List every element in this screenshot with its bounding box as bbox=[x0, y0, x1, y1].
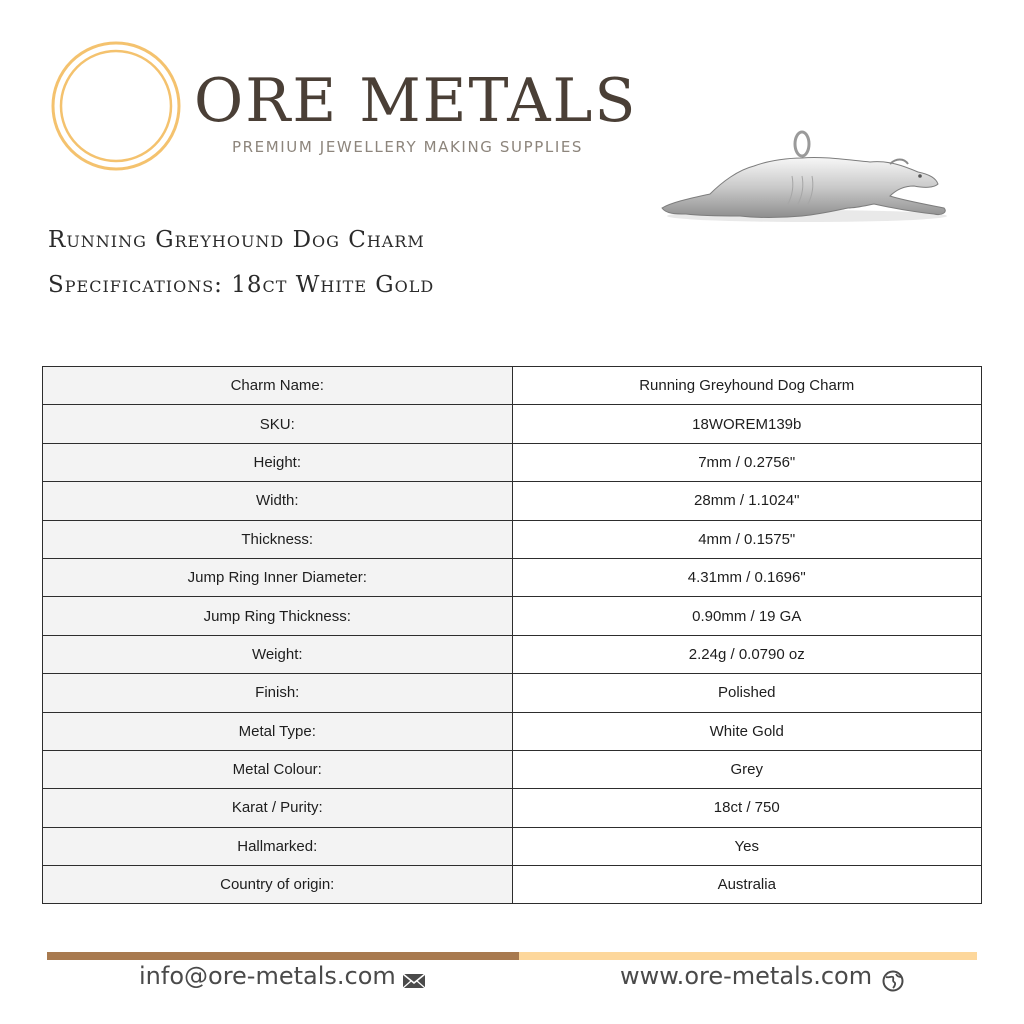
spec-label: Country of origin: bbox=[43, 866, 513, 904]
spec-value: Yes bbox=[512, 827, 982, 865]
spec-value: Polished bbox=[512, 674, 982, 712]
spec-label: Jump Ring Thickness: bbox=[43, 597, 513, 635]
product-title: Running Greyhound Dog Charm bbox=[48, 227, 425, 253]
spec-value: 28mm / 1.1024" bbox=[512, 482, 982, 520]
spec-value: Australia bbox=[512, 866, 982, 904]
spec-label: Metal Colour: bbox=[43, 750, 513, 788]
spec-row bbox=[43, 482, 982, 520]
spec-row bbox=[43, 750, 982, 788]
spec-label: SKU: bbox=[43, 405, 513, 443]
spec-row bbox=[43, 405, 982, 443]
envelope-icon bbox=[401, 970, 427, 992]
spec-row bbox=[43, 558, 982, 596]
spec-value: 2.24g / 0.0790 oz bbox=[512, 635, 982, 673]
spec-label: Width: bbox=[43, 482, 513, 520]
spec-label: Karat / Purity: bbox=[43, 789, 513, 827]
footer-bar-right bbox=[519, 952, 977, 960]
spec-label: Jump Ring Inner Diameter: bbox=[43, 558, 513, 596]
spec-label: Hallmarked: bbox=[43, 827, 513, 865]
spec-row bbox=[43, 712, 982, 750]
spec-row bbox=[43, 674, 982, 712]
spec-value: 4mm / 0.1575" bbox=[512, 520, 982, 558]
spec-row bbox=[43, 367, 982, 405]
spec-value: Grey bbox=[512, 750, 982, 788]
footer-website-link[interactable]: www.ore-metals.com bbox=[620, 962, 873, 990]
brand-name: ORE METALS bbox=[194, 66, 638, 136]
spec-label: Height: bbox=[43, 443, 513, 481]
spec-label: Weight: bbox=[43, 635, 513, 673]
spec-value: 18WOREM139b bbox=[512, 405, 982, 443]
spec-value: 7mm / 0.2756" bbox=[512, 443, 982, 481]
spec-value: 18ct / 750 bbox=[512, 789, 982, 827]
spec-row bbox=[43, 443, 982, 481]
spec-row bbox=[43, 520, 982, 558]
spec-row bbox=[43, 827, 982, 865]
brand-logo-ring-icon bbox=[50, 40, 182, 172]
spec-row bbox=[43, 635, 982, 673]
brand-tagline: PREMIUM JEWELLERY MAKING SUPPLIES bbox=[232, 138, 584, 156]
spec-value: 0.90mm / 19 GA bbox=[512, 597, 982, 635]
spec-label: Metal Type: bbox=[43, 712, 513, 750]
spec-value: Running Greyhound Dog Charm bbox=[512, 367, 982, 405]
globe-icon bbox=[881, 969, 905, 993]
product-subtitle: Specifications: 18ct White Gold bbox=[48, 272, 435, 298]
footer-bar-left bbox=[47, 952, 519, 960]
spec-label: Charm Name: bbox=[43, 367, 513, 405]
greyhound-charm-image bbox=[652, 124, 962, 234]
spec-row bbox=[43, 866, 982, 904]
spec-row bbox=[43, 789, 982, 827]
spec-label: Thickness: bbox=[43, 520, 513, 558]
spec-value: 4.31mm / 0.1696" bbox=[512, 558, 982, 596]
spec-value: White Gold bbox=[512, 712, 982, 750]
specifications-table bbox=[42, 366, 982, 904]
spec-label: Finish: bbox=[43, 674, 513, 712]
spec-row bbox=[43, 597, 982, 635]
footer-email-link[interactable]: info@ore-metals.com bbox=[139, 962, 396, 990]
